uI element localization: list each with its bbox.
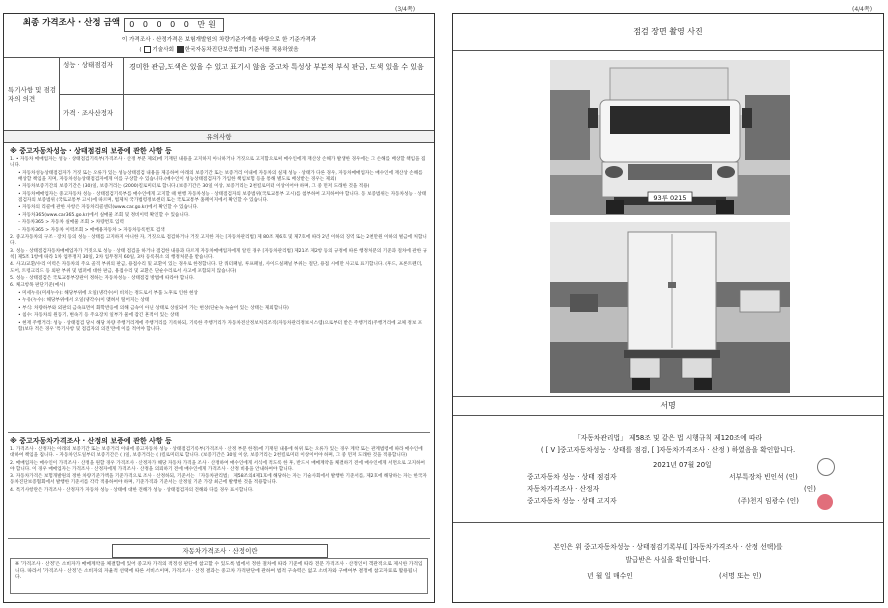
checkbox-checked-icon [177,46,184,53]
signature-section-title: 서명 [453,396,883,416]
notifier-name: (주)천지 임광수 (인) [738,497,799,505]
signature-law-line: 「자동차관리법」 제58조 및 같은 법 시행규칙 제120조에 따라 [573,434,763,442]
notice-item: – 자동차365 > 자동차 실매물 조회 > 차량번호 입력 [18,220,124,226]
consent-text: ※ '가격조사 · 산정'은 소비자가 매매계약을 체결함에 있어 중고차 가격의 적정성 판단에 참고할 수 있도록 법에서 정한 절차에 따라 기준에 따라 전문 가격조사 · 산정인이 객관적으로 제시한 가격입니다. 따라서 '가격조사 · 산정'은 소비자의 자율적 선택에 따른 서비스이며, 가격조사 · 산정 결과는 중고차 가격판단에 관하여 법적 구속력은 없고 소비자와 구매여부 결정에 참고자료로 활용됩니다. [10,558,428,594]
notice-item: • 자동차성능상태점검자가 거짓 또는 오류가 있는 성능상태점검 내용을 제공하여 아래의 보증기간 또는 보증거리 이내에 자동차의 실제 성능 · 상태가 다른 경우, 자동차매매업자는 매수인에 재산상 손해를 배상할 책임을 지며, 자동차성능상태점검자에게 이를 구상할 수 있습니다.(매수인이 성능상태점검자가 가입한 책임보험 등을 통해 별도로 배상받는 경우는 제외) [18,170,423,182]
section2-list [10,447,428,494]
notice-item: • 누유(누수): 해당부위에서 오일(냉각수)이 맺혀서 떨어지는 상태 [18,298,150,304]
notice-item: 5. 성능 · 상태점검은 국토교통부장관이 정하는 자동차성능 · 상태점검 방법에 따라야 합니다. [10,275,195,281]
page-number-left: (3/4쪽) [395,6,416,13]
special-notes-title: 특기사항 및 점검자의 의견 [4,58,60,131]
section1-title: ※ 중고자동차성능 · 상태점검의 보증에 관한 사항 등 [10,147,172,155]
notice-item: 4. 특기사항란은 가격조사 · 산정자가 자동차 성능 · 상태에 대한 견해가 성능 · 상태점검자의 견해와 다를 경우 표시합니다. [10,487,254,493]
divider [8,432,430,433]
inspector-label: 성능 · 상태점검자 [60,58,124,95]
special-notes-section [4,58,434,131]
notice-item: 6. 체크항목 판단기준(예시) [10,283,66,289]
notice-item: – 자동차365 > 자동차 이력조회 > 매매용자동차 > 자동차등록번호 검색 [18,227,165,233]
notice-item: • 미세누유(미세누수): 해당부위에 오일(냉각수)이 비치는 정도로서 부품 노후로 인한 현상 [18,290,198,296]
notifier-seal-icon [817,494,833,510]
signature-confirm-line: ( [ V ]중고자동차성능 · 상태를 점검, [ ]자동차가격조사 · 산정 ) 하였음을 확인합니다. [540,446,796,454]
price-note-2: ( 기술사회 한국자동차진단보증협회) 기준서를 적용하였음 [139,47,299,53]
inspector-opinion: 경미한 관금,도색은 있을 수 있고 표기시 않음 중고차 특성상 부분적 부식 판금, 도색 있을 수 있음 [124,58,434,95]
divider [8,538,430,539]
price-guarantee-section [10,438,428,495]
left-page [3,13,435,603]
checkbox-icon [144,46,151,53]
notice-item: • 침수: 자동차의 원동기, 변속기 등 주요장치 일부가 물에 잠긴 흔적이 있는 상태 [18,313,179,319]
notice-item: • 자동차매매업자는 중고자동차 성능 · 상태점검기록부를 매수인에게 고지할 때 현행 자동차성능 · 상태점검자의 보증범위(국토교통부 고시)를 첨부하여 고지하여야 합니다. 동 보증범위는 자동차성능 · 상태점검자의 보증범위 (국토교통부 고시)에 따르며, 법제처 국가법령정보센터 또는 국토교통부 홈페이지에서 확인할 수 있습니다. [18,191,427,203]
final-price-section [4,14,434,58]
notice-item: 3. 성능 · 상태점검자동차매매업자가 거짓으로 성능 · 상태 점검을 하거나 점검한 내용과 다르게 자동차매매업자에게 알린 경우 [자동차관리법] 제21조 제2항 등의 규정에 따른 행정처분의 기준과 절차에 관한 규칙] 제5조 1항에 따라 1차 업무정지 30일, 2차 업무정지 60일, 3차 등록취소 의 행정처분을 받습니다. [10,248,428,260]
truck-front-photo [550,60,790,215]
notice-item: • 현재 주행거리: 성능 · 상태점검 당시 해당 차량 주행거리계에 주행거리를 기록하되, 기록한 주행거리가 자동차전산정보처리조직(자동차관리정보시스템)으로부터 받은 주행거리(주행거리에 교체 정보 포함)보다 적은 경우 '특기사항 및 점검자의 의견'란에 이를 적어야 합니다. [18,320,423,332]
buyer-confirm-line: 본인은 위 중고자동차성능 · 상태점검기록부([ ]자동차가격조사 · 산정 선택)를 [553,543,783,551]
section1-list [10,157,428,333]
buyer-sign-label: (서명 또는 인) [719,572,762,580]
notice-title: 유의사항 [4,131,434,143]
consent-title: 자동차가격조사 · 산정이란 [112,544,328,558]
appraiser-name: (인) [804,485,816,493]
notice-item: • 자동차의 리콜에 관한 사항은 자동차리콜센터(www.car.go.kr)에서 확인할 수 있습니다. [18,205,199,211]
notice-item: 1. 가격조사 · 산정자는 아래의 보증기간 또는 보증거리 이내에 중고자동차 성능 · 상태점검기록부(가격조사 · 산정 부분 한정)에 기재된 내용에 허위 또는 오류가 있는 경우 계약 또는 관계법령에 따라 매수인에 대하여 책임을 집니다. – 자동차인도일부터 보증기간은 ( )일, 보증거리는 ( )킬로미터로 합니다. (보증기간은 30일 이상, 보증거리는 2천킬로미터 이상이어야 하며, 그 중 먼저 도래한 것을 적용합니다) [10,447,423,459]
notice-item: • 자동차보증기간의 보증기간은 (30)일, 보증거리는 (2000)킬로미터로 합니다.(보증기간은 30일 이상, 보증거리는 2천킬로미터 이상이어야 하며, 그 중 먼저 도래한 것을 적용) [18,184,370,190]
notice-item: • 자동차365(www.car365.go.kr)에서 실매물 조회 및 정비이력 확인할 수 있습니다. [18,212,190,218]
notice-item: 4. 사고/교환/수리 이력은 자동차의 주요 골격 부위의 판금, 용접수리 및 교환이 있는 경우로 한정합니다. 단 쿼터패널, 루프패널, 사이드실패널 부위는 절단, 용접 시에만 사고로 표기합니다. (후드, 프론트펜더, 도어, 트렁크리드 등 외판 부위 및 범퍼에 대한 판금, 용접수리 및 교환은 단순수리로서 사고에 포함되지 않습니다) [10,262,423,274]
performance-guarantee-section [10,148,428,334]
notice-item: • 부식: 차량하부와 외판의 금속표면이 화학반응에 의해 금속이 아닌 상태로 상실되어 가는 현상(단순녹 녹슬어 있는 상태는 제외합니다) [18,305,289,311]
notice-item: 1. • 자동차 매매업자는 성능 · 상태점검기록부(가격조사 · 산정 부분 제외)에 기재된 내용을 고지하지 아니하거나 거짓으로 고지함으로써 매수인에게 재산상 손해가 발생한 경우에는 그 손해를 배상할 책임을 집니다. [10,157,426,169]
truck-rear-image [550,222,790,393]
notice-item: 3. 자동차가격은 보험개발원의 정한 차량기준가액을 기준가격으로 조사 · 산정하되, 기준서는 「자동차관리법」 제58조의4제1호에 해당하는 자는 기술사회에서 발행한 기준서를, 제2호에 해당하는 자는 한국자동차진단보증협회에서 발행한 기준서를 각각 적용하여야 하며, 기준가격과 기준서는 산정일 기준 가장 최근에 발행한 것을 적용합니다. [10,474,427,486]
notice-item: 2. 매매업자는 매수인이 가격조사 · 산정을 원할 경우 가격조사 · 산정자가 해당 자동차 가격을 조사 · 산정하여 매수인에게 서식에 적도록 한 후, 반드시 매매계약을 체결하기 전에 매수인에게 서면으로 고지하여야 합니다. 이 경우 매매업자는 가격조사 · 산정자에게 가격조사 · 산정을 의뢰하기 전에 매수인에게 가격조사 · 산정 비용을 안내하여야 합니다. [10,460,425,472]
right-page [452,13,884,603]
plate-number: 93루 0215 [653,194,687,202]
inspector-seal-icon [817,458,835,476]
final-price-amount: 0 0 0 0 0 만원 [124,18,224,32]
signature-date: 2021년 07월 20일 [653,461,712,469]
buyer-confirm-line-2: 발급받은 사실을 확인합니다. [625,556,711,564]
truck-front-image [550,60,790,215]
divider [453,522,883,523]
notice-item: 2. 중고자동차의 구조 · 장치 등의 성능 · 상태를 고지하지 아니한 자, 거짓으로 점검하거나 거짓 고지한 자는 [자동차관리법] 제 80조 제6호 및 제7호에 따라 2년 이하의 징역 또는 2천만원 이하의 벌금에 처합니다. [10,235,427,247]
buyer-date-label: 년 월 일 매수인 [587,572,633,580]
role-notifier: 중고자동차 성능 · 상태 고지자 [527,497,617,505]
truck-rear-photo [550,222,790,393]
role-inspector: 중고자동차 성능 · 상태 점검자 [527,473,617,481]
photo-section-title: 점검 장면 촬영 사진 [453,14,883,51]
appraiser-label: 가격 · 조사산정자 [60,95,124,131]
role-appraiser: 자동차가격조사 · 산정자 [527,485,600,493]
appraiser-opinion [124,95,434,131]
section2-title: ※ 중고자동차가격조사 · 산정의 보증에 관한 사항 등 [10,437,172,445]
inspector-name: 서부특장차 빈인석 (인) [729,473,798,481]
final-price-label: 최종 가격조사 · 산정 금액 [22,18,120,28]
page-number-right: (4/4쪽) [852,6,873,13]
price-note-1: 이 가격조사 · 산정가격은 보험개발원의 차량기준가액을 바탕으로 한 기준가격과 [121,37,317,43]
